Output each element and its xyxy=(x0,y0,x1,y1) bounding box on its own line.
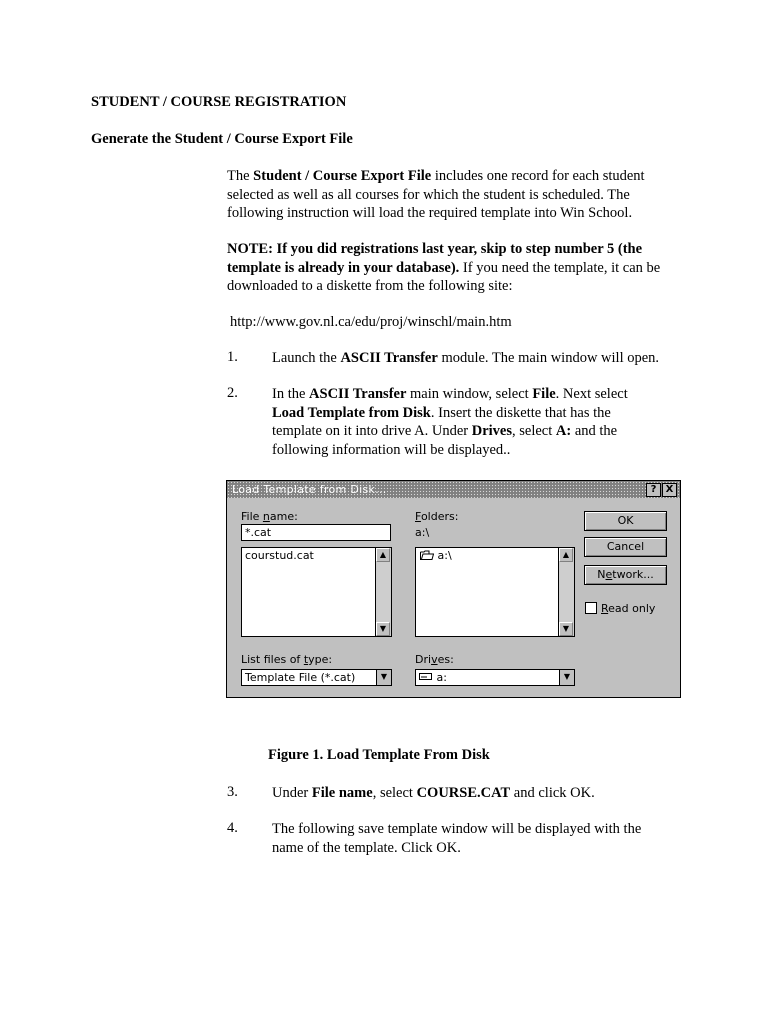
folder-list-item[interactable]: a:\ xyxy=(420,549,452,562)
open-folder-icon xyxy=(420,550,434,560)
file-list[interactable] xyxy=(241,547,392,637)
ok-button[interactable]: OK xyxy=(584,511,667,531)
file-list-item[interactable]: courstud.cat xyxy=(245,549,314,562)
file-type-select[interactable]: Template File (*.cat) ▼ xyxy=(241,669,392,686)
folder-list[interactable] xyxy=(415,547,575,637)
checkbox-icon[interactable] xyxy=(585,602,597,614)
current-folder: a:\ xyxy=(415,526,430,539)
dropdown-arrow-icon[interactable]: ▼ xyxy=(559,670,574,685)
cancel-button[interactable]: Cancel xyxy=(584,537,667,557)
dropdown-arrow-icon[interactable]: ▼ xyxy=(376,670,391,685)
network-button[interactable]: Network... xyxy=(584,565,667,585)
file-name-input[interactable]: *.cat xyxy=(241,524,391,541)
folder-list-scrollbar[interactable] xyxy=(558,548,574,636)
close-button[interactable]: X xyxy=(662,483,677,497)
read-only-checkbox[interactable]: Read only xyxy=(585,602,655,615)
page-heading: STUDENT / COURSE REGISTRATION xyxy=(91,94,347,110)
drive-select[interactable]: a: ▼ xyxy=(415,669,575,686)
figure-caption: Figure 1. Load Template From Disk xyxy=(268,747,490,763)
scroll-up-icon[interactable]: ▲ xyxy=(559,548,573,562)
file-list-scrollbar[interactable] xyxy=(375,548,391,636)
scroll-down-icon[interactable]: ▼ xyxy=(376,622,390,636)
section-heading: Generate the Student / Course Export File xyxy=(91,131,353,147)
list-type-label: List files of type: xyxy=(241,653,333,666)
drives-label: Drives: xyxy=(415,653,454,666)
download-url: http://www.gov.nl.ca/edu/proj/winschl/main.htm xyxy=(230,314,512,330)
folders-label: Folders: xyxy=(415,510,459,523)
load-template-dialog xyxy=(226,480,681,698)
dialog-title: Load Template from Disk... xyxy=(232,483,387,496)
scroll-down-icon[interactable]: ▼ xyxy=(559,622,573,636)
note-paragraph: NOTE: If you did registrations last year, skip to step number 5 (the template is already in your database). If you need the template, it can be downloaded to a diskette from the following site: xyxy=(227,241,661,294)
intro-paragraph: The Student / Course Export File includes one record for each student selected as well as all courses for which the student is scheduled. The following instruction will load the required template into Win School. xyxy=(227,168,645,221)
help-button[interactable]: ? xyxy=(646,483,661,497)
scroll-up-icon[interactable]: ▲ xyxy=(376,548,390,562)
dialog-title-bar[interactable] xyxy=(227,481,680,498)
drive-icon xyxy=(419,670,433,678)
file-name-label: File name: xyxy=(241,510,298,523)
